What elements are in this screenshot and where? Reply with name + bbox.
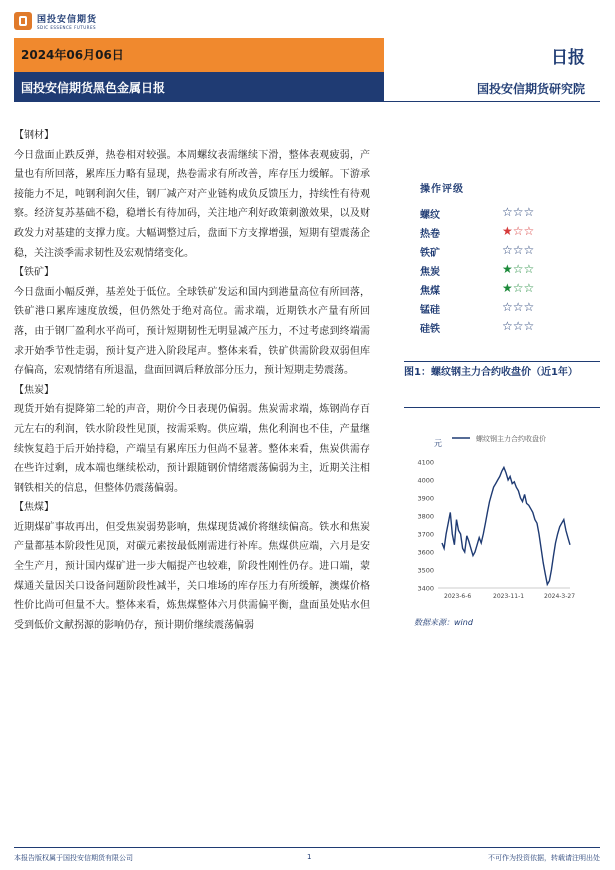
rating-stars: ★☆☆: [502, 281, 535, 295]
y-tick-label: 3500: [417, 566, 434, 575]
logo-name-cn: 国投安信期货: [37, 15, 98, 25]
rating-commodity: 铁矿: [420, 248, 440, 259]
x-tick-label: 2023-11-1: [493, 593, 525, 600]
y-tick-label: 3700: [417, 530, 434, 539]
section-body: 今日盘面小幅反弹，基差处于低位。全球铁矿发运和国内到港量高位有所回落，铁矿港口累库速度放缓，但仍然处于绝对高位。需求端，近期铁水产量有所回落，由于钢厂盈利水平尚可，预计短期韧性无明显减产压力，不过考虑到终端需求开始季节性走弱，预计复产进入阶段尾声。整体来看，铁矿供需阶段双弱但库存偏高，宏观情绪有所退温，盘面回调后释放部分压力，预计短期走势震荡。: [14, 286, 370, 377]
x-tick-label: 2024-3-27: [544, 593, 576, 600]
rating-stars: ☆☆☆: [502, 243, 535, 257]
y-tick-label: 4100: [417, 458, 434, 467]
rating-commodity: 螺纹: [420, 210, 440, 221]
y-tick-label: 4000: [417, 476, 434, 485]
rating-row: [420, 282, 580, 300]
rating-stars: ★☆☆: [502, 224, 535, 238]
report-date: 2024年06月06日: [21, 48, 124, 62]
legend-label: 螺纹钢主力合约收盘价: [476, 435, 546, 443]
section-title: 【铁矿】: [14, 267, 54, 279]
data-source: 数据来源：wind: [414, 618, 473, 627]
logo-icon: [14, 12, 32, 30]
rating-row: [420, 301, 580, 319]
rating-row: [420, 320, 580, 338]
y-tick-label: 3600: [417, 548, 434, 557]
rating-commodity: 硅铁: [420, 324, 440, 335]
footer-copyright: 本报告版权属于国投安信期货有限公司: [14, 854, 133, 862]
rating-stars: ★☆☆: [502, 262, 535, 276]
page-number: 1: [307, 853, 312, 861]
rebar-price-chart: [404, 420, 600, 610]
y-tick-label: 3800: [417, 512, 434, 521]
rating-commodity: 焦煤: [420, 286, 440, 297]
rating-row: [420, 206, 580, 224]
section-coking-coal: [14, 498, 370, 635]
column-divider: [400, 130, 401, 820]
figure-title: 图1：螺纹钢主力合约收盘价（近1年）: [404, 367, 578, 378]
x-tick-label: 2023-6-6: [444, 593, 472, 600]
rating-commodity: 锰硅: [420, 305, 440, 316]
rating-stars: ☆☆☆: [502, 205, 535, 219]
report-title: 国投安信期货黑色金属日报: [21, 81, 166, 95]
rating-commodity: 焦炭: [420, 267, 440, 278]
logo-name-en: SDIC ESSENCE FUTURES: [37, 25, 97, 30]
rating-row: [420, 225, 580, 243]
main-content: [14, 126, 370, 635]
y-unit-label: 元: [434, 439, 442, 448]
section-title: 【焦煤】: [14, 502, 54, 514]
price-line: [442, 467, 570, 584]
footer-divider: [14, 847, 600, 848]
rating-commodity: 热卷: [420, 229, 440, 240]
y-tick-label: 3900: [417, 494, 434, 503]
section-coke: [14, 381, 370, 499]
institute-name: 国投安信期货研究院: [476, 82, 585, 96]
section-iron-ore: [14, 263, 370, 381]
header-divider: [384, 101, 600, 102]
rating-stars: ☆☆☆: [502, 300, 535, 314]
section-body: 现货开始有提降第二轮的声音，期价今日表现仍偏弱。焦炭需求端，炼钢尚存百元左右的利润，铁水阶段性见顶，按需采购。供应端，焦化利润也不佳，产量继续恢复趋于后开始持稳，产端呈有累库压力但尚不显著。整体来看，焦炭供需存在些许过剩，成本端也继续松动，预计跟随钢价情绪震荡偏弱为主，近期关注相钢铁相关的信息，但整体仍震荡偏弱。: [14, 404, 370, 494]
company-logo: [14, 12, 97, 30]
report-type: 日报: [551, 48, 585, 68]
rating-row: [420, 263, 580, 281]
figure-bottom-rule: [404, 407, 600, 408]
section-title: 【焦炭】: [14, 384, 54, 396]
footer-disclaimer: 不可作为投资依据，转载请注明出处: [488, 854, 600, 862]
section-body: 近期煤矿事故再出，但受焦炭弱势影响，焦煤现货减价将继续偏高。铁水和焦炭产量都基本阶段性见顶，对碳元素按最低刚需进行补库。焦煤供应端，六月是安全生产月，预计国内煤矿进一步大幅提产也较难，阶段性刚性仍存。进口端，蒙煤通关量因关口设备问题阶段性减半，关口堆场的库存压力有所缓解，澳煤价格性价比尚可但量不大。整体来看，炼焦煤整体六月供需偏平衡，盘面虽处贴水但受到低价文献拐源的影响仍存，预计期价继续震荡偏弱: [14, 521, 370, 631]
rating-stars: ☆☆☆: [502, 319, 535, 333]
rating-row: [420, 244, 580, 262]
section-body: 今日盘面止跌反弹，热卷相对较强。本周螺纹表需继续下滑，整体表观疲弱，产量也有所回落，累库压力略有显现，热卷需求有所改善，库存压力缓解。下游承接能力不足，吨钢利润欠佳，钢厂减产对产业链构成负反馈压力，持续性有待观察。经济复苏基础不稳，稳增长有待加码，关注地产利好政策刺激效果，以及财政发力对基建的支撑力度。大幅调整过后，盘面下方支撑增强，短期有望震荡企稳，关注淡季需求韧性及宏观情绪变化。: [14, 149, 370, 259]
section-title: 【钢材】: [14, 130, 54, 141]
rating-title: 操作评级: [420, 184, 464, 195]
y-tick-label: 3400: [417, 584, 434, 593]
section-steel: [14, 126, 370, 263]
